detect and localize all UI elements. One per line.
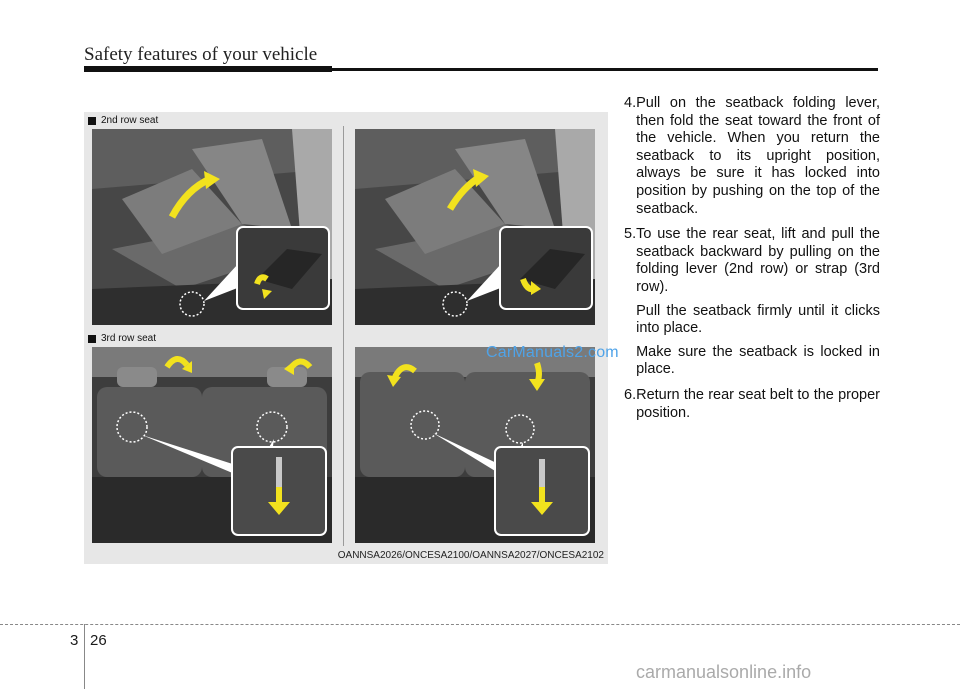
caption-bullet [88, 335, 96, 343]
caption-3rd-row-text: 3rd row seat [101, 333, 157, 344]
step-5 [624, 226, 880, 385]
page-number: 26 [90, 632, 107, 649]
caption-3rd-row [88, 333, 156, 344]
step-number: 6. [624, 386, 637, 403]
header-title: Safety features of your vehicle [84, 44, 318, 65]
figure-divider [343, 126, 344, 546]
footer-rule-vertical [84, 624, 85, 689]
steps-list [624, 95, 880, 430]
caption-2nd-row-text: 2nd row seat [101, 115, 159, 126]
step-text: Return the rear seat belt to the proper position. [636, 386, 880, 421]
step-number: 4. [624, 95, 637, 111]
step-text: To use the rear seat, lift and pull the seatback backward by pulling on the folding lever (2nd row) or strap (3rd row). [636, 226, 880, 295]
photo-2nd-row-return [355, 129, 595, 325]
step-6 [624, 387, 880, 428]
footer-rule-horizontal [0, 624, 960, 626]
page-chapter: 3 [70, 632, 79, 649]
footer-site: carmanualsonline.info [636, 662, 812, 682]
photo-3rd-row-return [355, 347, 595, 543]
caption-bullet [88, 117, 96, 125]
photo-2nd-row-fold [92, 129, 332, 325]
step-4 [624, 95, 880, 224]
watermark: CarManuals2.com [486, 344, 619, 361]
photo-3rd-row-fold [92, 347, 332, 543]
header-rule-accent [84, 66, 332, 72]
step-text: Make sure the seatback is locked in place. [636, 343, 880, 378]
caption-2nd-row [88, 115, 158, 126]
step-number: 5. [624, 226, 637, 243]
step-text: Pull the seatback firmly until it clicks into place. [636, 302, 880, 337]
step-text: Pull on the seatback folding lever, then fold the seat toward the front of the vehicle. When you return the seatback to its upright position, always be sure it has locked into position by pushing on the top of the seatback. [636, 95, 880, 217]
figure-codes: OANNSA2026/ONCESA2100/OANNSA2027/ONCESA2102 [337, 550, 604, 561]
